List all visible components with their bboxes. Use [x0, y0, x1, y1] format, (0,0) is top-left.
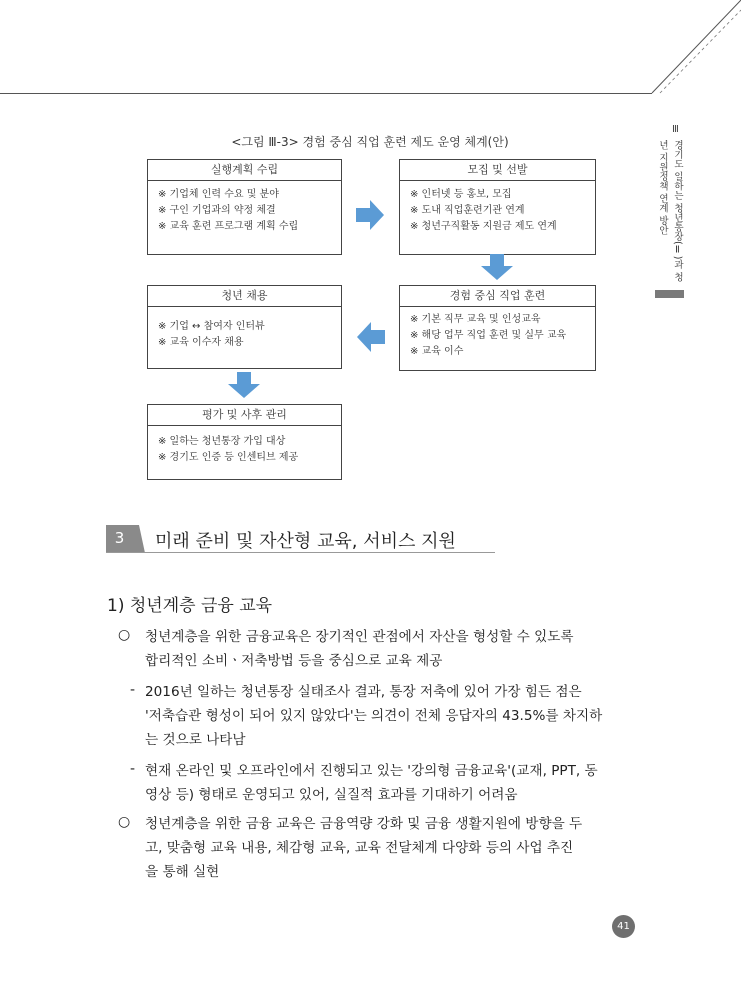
arrow-shape	[357, 322, 385, 352]
subsection-title: 1) 청년계층 금융 교육	[107, 596, 273, 616]
flow-box-item: ※ 기업 ↔ 참여자 인터뷰	[158, 321, 265, 332]
side-tab-title: 경기도 일하는 청년통장(Ⅱ)과 청년 지원정책 연계 방안	[657, 140, 683, 282]
text-line: 는 것으로 나타남	[145, 732, 246, 748]
flow-box-title: 청년 채용	[148, 286, 341, 307]
arrow-down-icon	[228, 372, 260, 398]
flow-box-title: 평가 및 사후 관리	[148, 405, 341, 426]
section-number: 3	[106, 525, 133, 552]
text-line: 청년계층을 위한 금융교육은 장기적인 관점에서 자산을 형성할 수 있도록	[145, 629, 574, 645]
paragraph-dash-1	[145, 680, 602, 752]
header-diagonal-decoration	[0, 0, 741, 100]
flow-box-title: 실행계획 수립	[148, 160, 341, 181]
paragraph-2	[145, 812, 582, 884]
flow-box-item: ※ 기본 직무 교육 및 인성교육	[410, 314, 541, 325]
flow-box-evaluation	[147, 404, 342, 480]
flow-box-recruit	[399, 159, 596, 255]
text-line: 청년계층을 위한 금융 교육은 금융역량 강화 및 금융 생활지원에 방향을 두	[145, 816, 583, 832]
flow-box-training	[399, 285, 596, 371]
section-underline	[106, 552, 495, 553]
paragraph-1	[145, 625, 574, 673]
circle-bullet: ○	[118, 814, 131, 830]
arrow-shape	[228, 372, 260, 398]
circle-bullet: ○	[118, 627, 131, 643]
flow-box-item: ※ 기업체 인력 수요 및 분야	[158, 189, 279, 200]
arrow-shape	[481, 254, 513, 280]
arrow-down-icon	[481, 254, 513, 280]
flow-box-plan	[147, 159, 342, 255]
text-line: 현재 온라인 및 오프라인에서 진행되고 있는 '강의형 금융교육'(교재, PPT, 동	[145, 763, 598, 779]
flow-box-item: ※ 교육 훈련 프로그램 계획 수립	[158, 221, 299, 232]
section-number-tab-corner	[133, 525, 145, 553]
page-number: 41	[612, 915, 635, 938]
side-tab-bar	[655, 290, 684, 298]
flow-box-item: ※ 구인 기업과의 약정 체결	[158, 205, 276, 216]
figure-title: <그림 Ⅲ-3> 경험 중심 직업 훈련 제도 운영 체계(안)	[231, 135, 509, 149]
text-line: 고, 맞춤형 교육 내용, 체감형 교육, 교육 전달체계 다양화 등의 사업 추진	[145, 840, 574, 856]
arrow-right-icon	[356, 200, 384, 230]
text-line: 을 통해 실현	[145, 864, 220, 880]
flow-box-item: ※ 인터넷 등 홍보, 모집	[410, 189, 512, 200]
side-tab-chapter: Ⅲ	[672, 124, 679, 135]
arrow-left-icon	[357, 322, 385, 352]
flow-box-item: ※ 도내 직업훈련기관 연계	[410, 205, 525, 216]
section-title: 미래 준비 및 자산형 교육, 서비스 지원	[155, 531, 456, 552]
text-line: 2016년 일하는 청년통장 실태조사 결과, 통장 저축에 있어 가장 힘든 점은	[145, 684, 582, 700]
flow-box-hiring	[147, 285, 342, 369]
flow-box-item: ※ 교육 이수자 채용	[158, 337, 244, 348]
flow-box-item: ※ 교육 이수	[410, 346, 464, 357]
text-line: 합리적인 소비ㆍ저축방법 등을 중심으로 교육 제공	[145, 653, 443, 669]
flow-box-item: ※ 경기도 인증 등 인센티브 제공	[158, 452, 299, 463]
flow-box-item: ※ 해당 업무 직업 훈련 및 실무 교육	[410, 330, 567, 341]
arrow-shape	[356, 200, 384, 230]
dash-bullet: -	[130, 761, 136, 777]
flow-box-title: 모집 및 선발	[400, 160, 595, 181]
dash-bullet: -	[130, 682, 136, 698]
flow-box-item: ※ 청년구직활동 지원금 제도 연계	[410, 221, 557, 232]
flow-box-title: 경험 중심 직업 훈련	[400, 286, 595, 307]
text-line: 영상 등) 형태로 운영되고 있어, 실질적 효과를 기대하기 어려움	[145, 787, 518, 803]
flow-box-item: ※ 일하는 청년통장 가입 대상	[158, 436, 286, 447]
text-line: '저축습관 형성이 되어 있지 않았다'는 의견이 전체 응답자의 43.5%를 차지하	[145, 708, 603, 724]
paragraph-dash-2	[145, 759, 598, 807]
